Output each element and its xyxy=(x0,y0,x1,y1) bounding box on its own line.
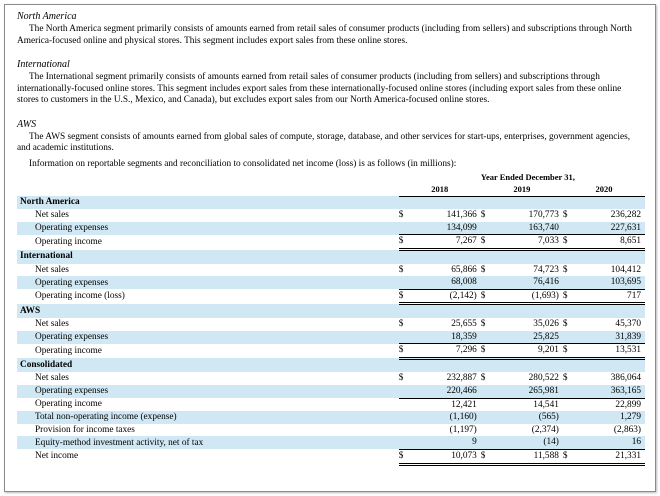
value-cell: (565) xyxy=(491,411,563,424)
table-row xyxy=(17,424,645,437)
group-label: International xyxy=(17,250,399,264)
currency-symbol: $ xyxy=(398,210,404,221)
currency-symbol: $ xyxy=(481,289,491,304)
value-cell: 22,899 xyxy=(615,399,641,410)
currency-symbol xyxy=(563,385,573,398)
currency-symbol xyxy=(481,398,491,411)
row-label: Operating income xyxy=(35,399,102,410)
section-paragraph: The AWS segment consists of amounts earned from global sales of compute, storage, database, and other services for start-ups, enterprises, government agencies, and academic institutions. xyxy=(17,131,631,153)
currency-symbol xyxy=(563,398,573,411)
row-label: Net sales xyxy=(35,210,69,221)
table-group-row xyxy=(17,196,645,209)
currency-symbol xyxy=(399,398,409,411)
currency-symbol: $ xyxy=(399,344,409,359)
currency-symbol: $ xyxy=(563,344,573,359)
currency-symbol: $ xyxy=(562,264,568,275)
section-title: North America xyxy=(17,11,77,22)
value-cell: 11,588 xyxy=(491,449,563,464)
row-label: Net sales xyxy=(35,373,69,384)
table-row xyxy=(17,344,645,359)
value-cell: 8,651 xyxy=(573,235,645,250)
value-cell: 65,866 xyxy=(451,264,477,275)
currency-symbol: $ xyxy=(480,319,486,330)
currency-symbol: $ xyxy=(399,235,409,250)
row-label: Net sales xyxy=(35,264,69,275)
document-frame xyxy=(4,4,656,492)
year-header: 2020 xyxy=(563,183,645,196)
currency-symbol: $ xyxy=(480,210,486,221)
value-cell: 386,064 xyxy=(610,373,641,384)
year-header: 2019 xyxy=(481,183,563,196)
value-cell: 363,165 xyxy=(573,385,645,398)
value-cell: 104,412 xyxy=(610,264,641,275)
table-row xyxy=(17,449,645,464)
currency-symbol: $ xyxy=(398,264,404,275)
table-row xyxy=(17,222,645,235)
currency-symbol xyxy=(399,424,409,437)
currency-symbol xyxy=(481,424,491,437)
table-row xyxy=(17,372,645,385)
value-cell: 7,033 xyxy=(491,235,563,250)
value-cell: 170,773 xyxy=(528,210,559,221)
value-cell: 68,008 xyxy=(409,276,481,289)
value-cell: 236,282 xyxy=(610,210,641,221)
table-row xyxy=(17,398,645,411)
currency-symbol xyxy=(563,331,573,344)
currency-symbol xyxy=(399,276,409,289)
currency-symbol: $ xyxy=(563,449,573,464)
table-header-years xyxy=(17,183,645,196)
value-cell: 25,655 xyxy=(451,319,477,330)
table-header-period xyxy=(17,171,645,184)
section-north-america xyxy=(17,10,645,47)
currency-symbol xyxy=(563,276,573,289)
section-title: AWS xyxy=(17,118,37,130)
currency-symbol: $ xyxy=(480,264,486,275)
table-row xyxy=(17,264,645,277)
year-header: 2018 xyxy=(399,183,481,196)
row-label: Operating expenses xyxy=(17,222,399,235)
section-title: International xyxy=(17,59,70,70)
value-cell: 265,981 xyxy=(491,385,563,398)
value-cell: 13,531 xyxy=(573,344,645,359)
group-label: AWS xyxy=(17,304,399,318)
currency-symbol xyxy=(563,222,573,235)
currency-symbol: $ xyxy=(563,235,573,250)
row-label: Operating income xyxy=(35,345,102,356)
group-label: North America xyxy=(17,196,399,209)
value-cell: 7,267 xyxy=(409,235,481,250)
currency-symbol xyxy=(481,385,491,398)
currency-symbol: $ xyxy=(398,373,404,384)
value-cell: (1,160) xyxy=(409,411,481,424)
value-cell: 31,839 xyxy=(573,331,645,344)
currency-symbol: $ xyxy=(481,344,491,359)
value-cell: 220,466 xyxy=(409,385,481,398)
value-cell: 134,099 xyxy=(409,222,481,235)
table-row xyxy=(17,436,645,449)
currency-symbol: $ xyxy=(399,289,409,304)
segment-table xyxy=(17,171,645,466)
table-row xyxy=(17,209,645,222)
value-cell: (2,142) xyxy=(409,289,481,304)
currency-symbol xyxy=(399,411,409,424)
value-cell: 9 xyxy=(409,436,481,449)
value-cell: 21,331 xyxy=(573,449,645,464)
period-header: Year Ended December 31, xyxy=(480,171,575,182)
row-label: Operating income (loss) xyxy=(35,291,125,302)
value-cell: 10,073 xyxy=(409,449,481,464)
row-label: Net sales xyxy=(35,319,69,330)
table-group-row xyxy=(17,250,645,264)
value-cell: 163,740 xyxy=(491,222,563,235)
row-label: Provision for income taxes xyxy=(35,424,135,435)
value-cell: 280,522 xyxy=(528,373,559,384)
value-cell: (14) xyxy=(491,436,563,449)
row-label: Net income xyxy=(35,451,79,462)
value-cell: 16 xyxy=(573,436,645,449)
table-row xyxy=(17,385,645,398)
value-cell: 1,279 xyxy=(573,411,645,424)
row-label: Operating income xyxy=(35,236,102,247)
table-row xyxy=(17,235,645,250)
table-row xyxy=(17,289,645,304)
currency-symbol xyxy=(563,424,573,437)
currency-symbol xyxy=(481,331,491,344)
currency-symbol xyxy=(399,436,409,449)
currency-symbol: $ xyxy=(562,319,568,330)
currency-symbol xyxy=(481,436,491,449)
currency-symbol: $ xyxy=(562,373,568,384)
row-label: Operating expenses xyxy=(17,331,399,344)
value-cell: 7,296 xyxy=(409,344,481,359)
row-label: Operating expenses xyxy=(17,385,399,398)
table-row xyxy=(17,276,645,289)
currency-symbol xyxy=(563,436,573,449)
section-aws xyxy=(17,118,645,155)
currency-symbol: $ xyxy=(480,373,486,384)
value-cell: 141,366 xyxy=(446,210,477,221)
value-cell: 232,887 xyxy=(446,373,477,384)
group-label: Consolidated xyxy=(17,358,399,372)
table-group-row xyxy=(17,358,645,372)
currency-symbol: $ xyxy=(562,210,568,221)
currency-symbol xyxy=(399,385,409,398)
section-paragraph: The North America segment primarily consists of amounts earned from retail sales of consumer products (including from sellers) and subscriptions through North America-focused online and physical stores. This segment includes export sales from these online stores. xyxy=(17,24,632,46)
section-paragraph: The International segment primarily consists of amounts earned from retail sales of consumer products (including from sellers) and subscriptions through internationally-focused online stores. This segment includes export sales from these internationally-focused online stores (including export sales from these online stores to customers in the U.S., Mexico, and Canada), but excludes export sales from our North America-focused online stores. xyxy=(17,72,622,105)
currency-symbol: $ xyxy=(399,449,409,464)
value-cell: 25,825 xyxy=(491,331,563,344)
row-label: Equity-method investment activity, net of tax xyxy=(17,436,399,449)
row-label: Operating expenses xyxy=(17,276,399,289)
currency-symbol xyxy=(481,222,491,235)
value-cell: 76,416 xyxy=(491,276,563,289)
table-row xyxy=(17,331,645,344)
value-cell: 45,370 xyxy=(615,319,641,330)
row-label: Total non-operating income (expense) xyxy=(17,411,399,424)
currency-symbol xyxy=(399,331,409,344)
table-row xyxy=(17,318,645,331)
currency-symbol: $ xyxy=(563,289,573,304)
currency-symbol: $ xyxy=(481,449,491,464)
value-cell: 35,026 xyxy=(533,319,559,330)
value-cell: 18,359 xyxy=(409,331,481,344)
value-cell: 227,631 xyxy=(573,222,645,235)
currency-symbol xyxy=(563,411,573,424)
table-row xyxy=(17,411,645,424)
currency-symbol: $ xyxy=(398,319,404,330)
table-intro: Information on reportable segments and reconciliation to consolidated net income (loss) is as follows (in millions): xyxy=(29,158,457,169)
value-cell: (2,863) xyxy=(613,424,641,435)
currency-symbol xyxy=(399,222,409,235)
section-international xyxy=(17,58,645,107)
value-cell: 74,723 xyxy=(533,264,559,275)
value-cell: 103,695 xyxy=(573,276,645,289)
currency-symbol xyxy=(481,411,491,424)
currency-symbol: $ xyxy=(481,235,491,250)
currency-symbol xyxy=(481,276,491,289)
value-cell: (1,693) xyxy=(491,289,563,304)
value-cell: (2,374) xyxy=(531,424,559,435)
value-cell: (1,197) xyxy=(449,424,477,435)
value-cell: 14,541 xyxy=(533,399,559,410)
value-cell: 717 xyxy=(573,289,645,304)
document-body xyxy=(17,7,645,466)
value-cell: 12,421 xyxy=(451,399,477,410)
table-group-row xyxy=(17,304,645,318)
value-cell: 9,201 xyxy=(491,344,563,359)
